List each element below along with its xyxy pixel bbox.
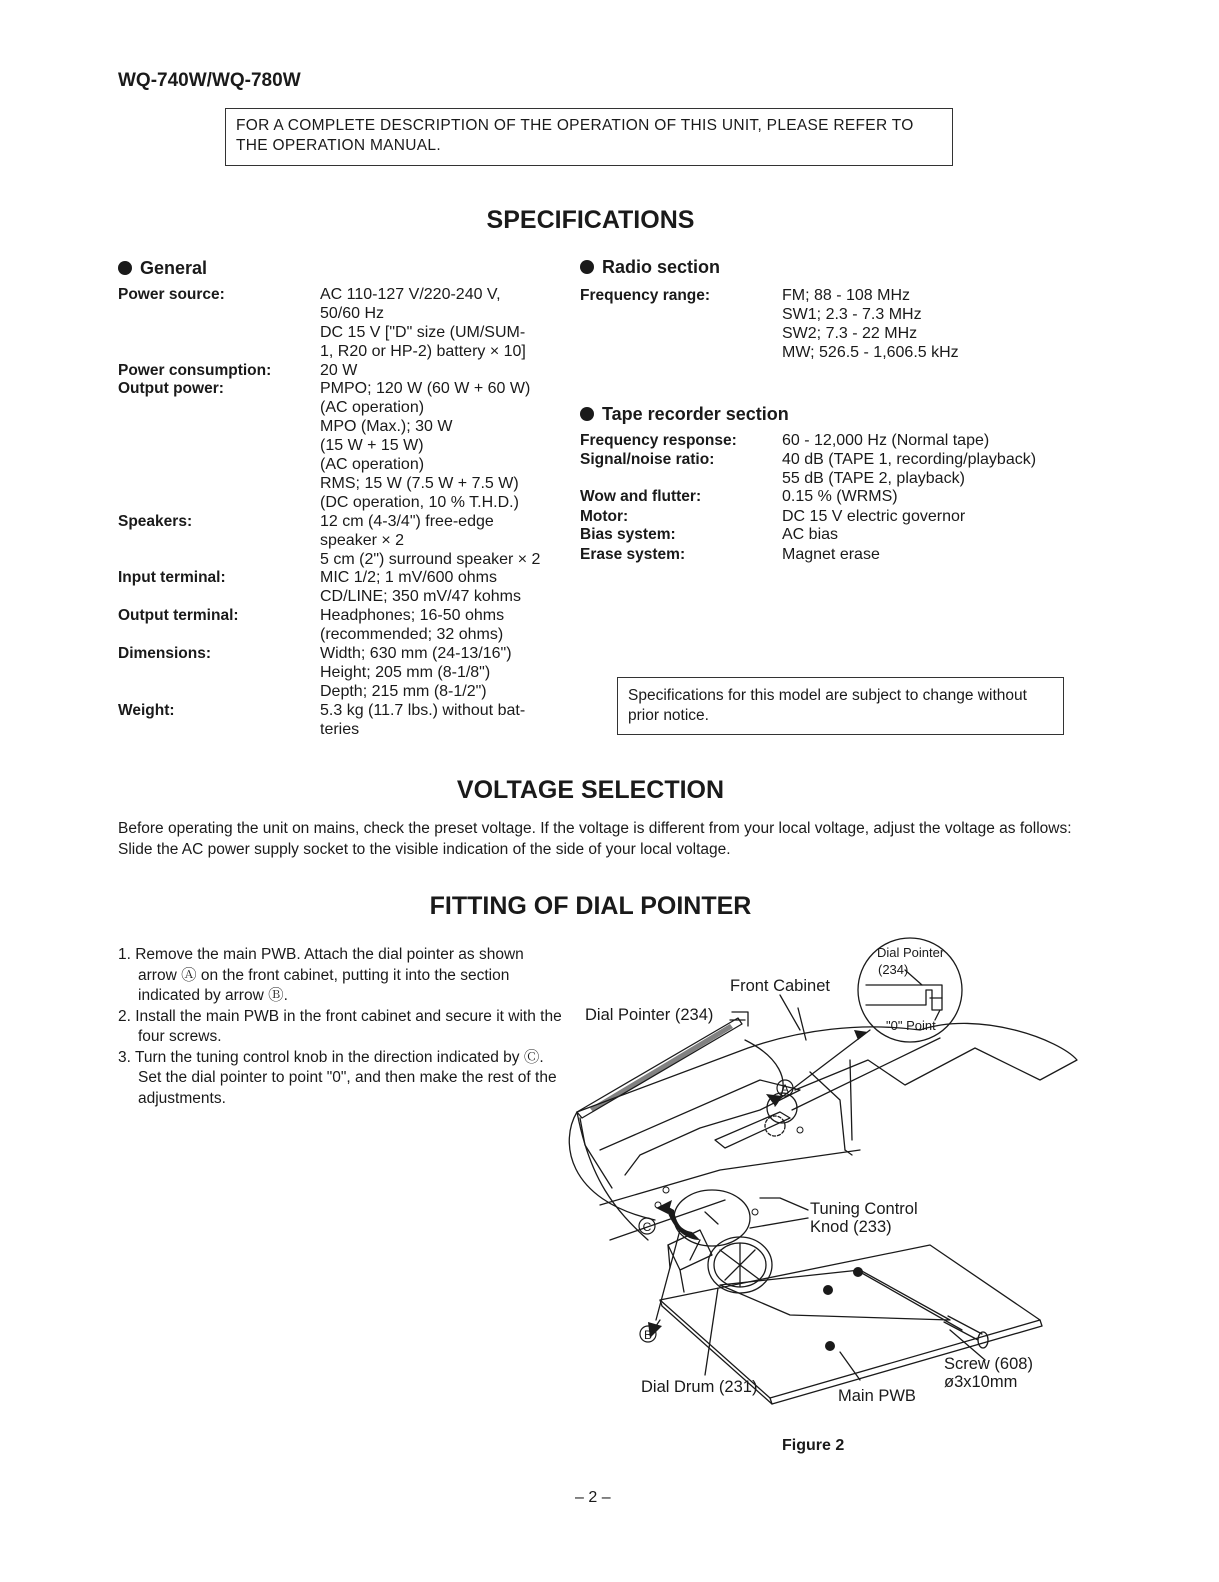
spec-value-line: Width; 630 mm (24-13/16")	[320, 645, 512, 662]
spec-value-line: MW; 526.5 - 1,606.5 kHz	[782, 344, 959, 361]
spec-value-line: 12 cm (4-3/4") free-edge	[320, 513, 494, 530]
dial-drum-label: Dial Drum (231)	[641, 1378, 758, 1396]
spec-label: Bias system:	[580, 526, 676, 543]
spec-value-line: 1, R20 or HP-2) battery × 10]	[320, 343, 526, 360]
voltage-title: VOLTAGE SELECTION	[456, 776, 725, 804]
spec-value-line: SW2; 7.3 - 22 MHz	[782, 325, 918, 342]
spec-change-notice: Specifications for this model are subject to change without prior notice.	[617, 677, 1064, 735]
spec-label: Frequency response:	[580, 432, 737, 449]
spec-value-line: Headphones; 16-50 ohms	[320, 607, 505, 624]
spec-value-line: teries	[320, 721, 360, 738]
spec-label: Wow and flutter:	[580, 488, 702, 505]
spec-label: Dimensions:	[118, 645, 212, 662]
spec-label: Speakers:	[118, 513, 193, 530]
spec-value-line: FM; 88 - 108 MHz	[782, 287, 911, 304]
spec-label: Signal/noise ratio:	[580, 451, 715, 468]
spec-value-line: (DC operation, 10 % T.H.D.)	[320, 494, 519, 511]
spec-label: Motor:	[580, 508, 629, 525]
page-number: – 2 –	[575, 1489, 611, 1506]
tuning-knob-label-line1: Tuning Control	[810, 1200, 918, 1218]
marker-a-label: A	[780, 1082, 790, 1096]
spec-label: Output power:	[118, 380, 224, 397]
spec-value-line: 5.3 kg (11.7 lbs.) without bat-	[320, 702, 526, 719]
spec-value-line: Magnet erase	[782, 546, 880, 563]
spec-value-line: 5 cm (2") surround speaker × 2	[320, 551, 541, 568]
spec-label: Power source:	[118, 286, 225, 303]
spec-value-line: RMS; 15 W (7.5 W + 7.5 W)	[320, 475, 519, 492]
spec-value-line: AC 110-127 V/220-240 V,	[320, 286, 501, 303]
spec-value-line: MIC 1/2; 1 mV/600 ohms	[320, 569, 497, 586]
spec-value-line: (AC operation)	[320, 456, 425, 473]
general-heading: General	[118, 258, 207, 279]
inset-code-label: (234)	[878, 962, 909, 977]
front-cabinet-label: Front Cabinet	[730, 977, 830, 995]
step-1: 1. Remove the main PWB. Attach the dial pointer as shown arrow Ⓐ on the front cabinet, putting it into the section indicated by arrow Ⓑ.	[118, 946, 524, 1004]
spec-value-line: (recommended; 32 ohms)	[320, 626, 504, 643]
tuning-knob-label-line2: Knod (233)	[810, 1218, 892, 1236]
spec-value-line: speaker × 2	[320, 532, 405, 549]
spec-value-line: SW1; 2.3 - 7.3 MHz	[782, 306, 922, 323]
inset-dial-pointer-label: Dial Pointer	[877, 945, 945, 960]
spec-value-line: 50/60 Hz	[320, 305, 385, 322]
step-3: 3. Turn the tuning control knob in the direction indicated by Ⓒ. Set the dial pointer to point "0", and then make the rest of the adjustments.	[118, 1048, 557, 1107]
spec-value-line: 40 dB (TAPE 1, recording/playback)	[782, 451, 1037, 468]
spec-label: Output terminal:	[118, 607, 239, 624]
spec-value-line: Depth; 215 mm (8-1/2")	[320, 683, 487, 700]
spec-value-line: (15 W + 15 W)	[320, 437, 424, 454]
spec-label: Frequency range:	[580, 287, 711, 304]
spec-label: Weight:	[118, 702, 175, 719]
marker-b-label: B	[643, 1328, 653, 1342]
screw-label-line2: ø3x10mm	[944, 1373, 1018, 1391]
spec-value-line: 20 W	[320, 362, 358, 379]
dial-pointer-label: Dial Pointer (234)	[585, 1006, 714, 1024]
spec-label: Power consumption:	[118, 362, 272, 379]
spec-value-line: CD/LINE; 350 mV/47 kohms	[320, 588, 521, 605]
spec-value-line: DC 15 V electric governor	[782, 508, 966, 525]
spec-label: Input terminal:	[118, 569, 226, 586]
operation-notice-box: FOR A COMPLETE DESCRIPTION OF THE OPERATION OF THIS UNIT, PLEASE REFER TO THE OPERATION MANUAL.	[225, 108, 953, 166]
zero-point-label: "0" Point	[886, 1018, 936, 1033]
spec-value-line: Height; 205 mm (8-1/8")	[320, 664, 491, 681]
spec-value-line: 60 - 12,000 Hz (Normal tape)	[782, 432, 990, 449]
step-2: 2. Install the main PWB in the front cabinet and secure it with the four screws.	[118, 1007, 562, 1045]
figure-caption: Figure 2	[782, 1437, 845, 1454]
spec-value-line: PMPO; 120 W (60 W + 60 W)	[320, 380, 531, 397]
spec-value-line: 55 dB (TAPE 2, playback)	[782, 470, 965, 487]
tape-heading: Tape recorder section	[580, 404, 789, 425]
spec-value-line: AC bias	[782, 526, 839, 543]
spec-value-line: MPO (Max.); 30 W	[320, 418, 453, 435]
marker-c-label: C	[642, 1220, 652, 1234]
screw-label-line1: Screw (608)	[944, 1355, 1033, 1373]
model-title: WQ-740W/WQ-780W	[118, 70, 301, 91]
main-pwb-label: Main PWB	[838, 1387, 916, 1405]
voltage-text: Before operating the unit on mains, check the preset voltage. If the voltage is different from your local voltage, adjust the voltage as follows: Slide the AC power supply socket to the visible indication of the side of your local voltage.	[118, 820, 1072, 858]
spec-value-line: 0.15 % (WRMS)	[782, 488, 898, 505]
spec-value-line: DC 15 V ["D" size (UM/SUM-	[320, 324, 526, 341]
dial-pointer-title: FITTING OF DIAL POINTER	[429, 892, 752, 920]
spec-label: Erase system:	[580, 546, 686, 563]
spec-value-line: (AC operation)	[320, 399, 425, 416]
radio-heading: Radio section	[580, 257, 720, 278]
specifications-title: SPECIFICATIONS	[486, 206, 695, 234]
